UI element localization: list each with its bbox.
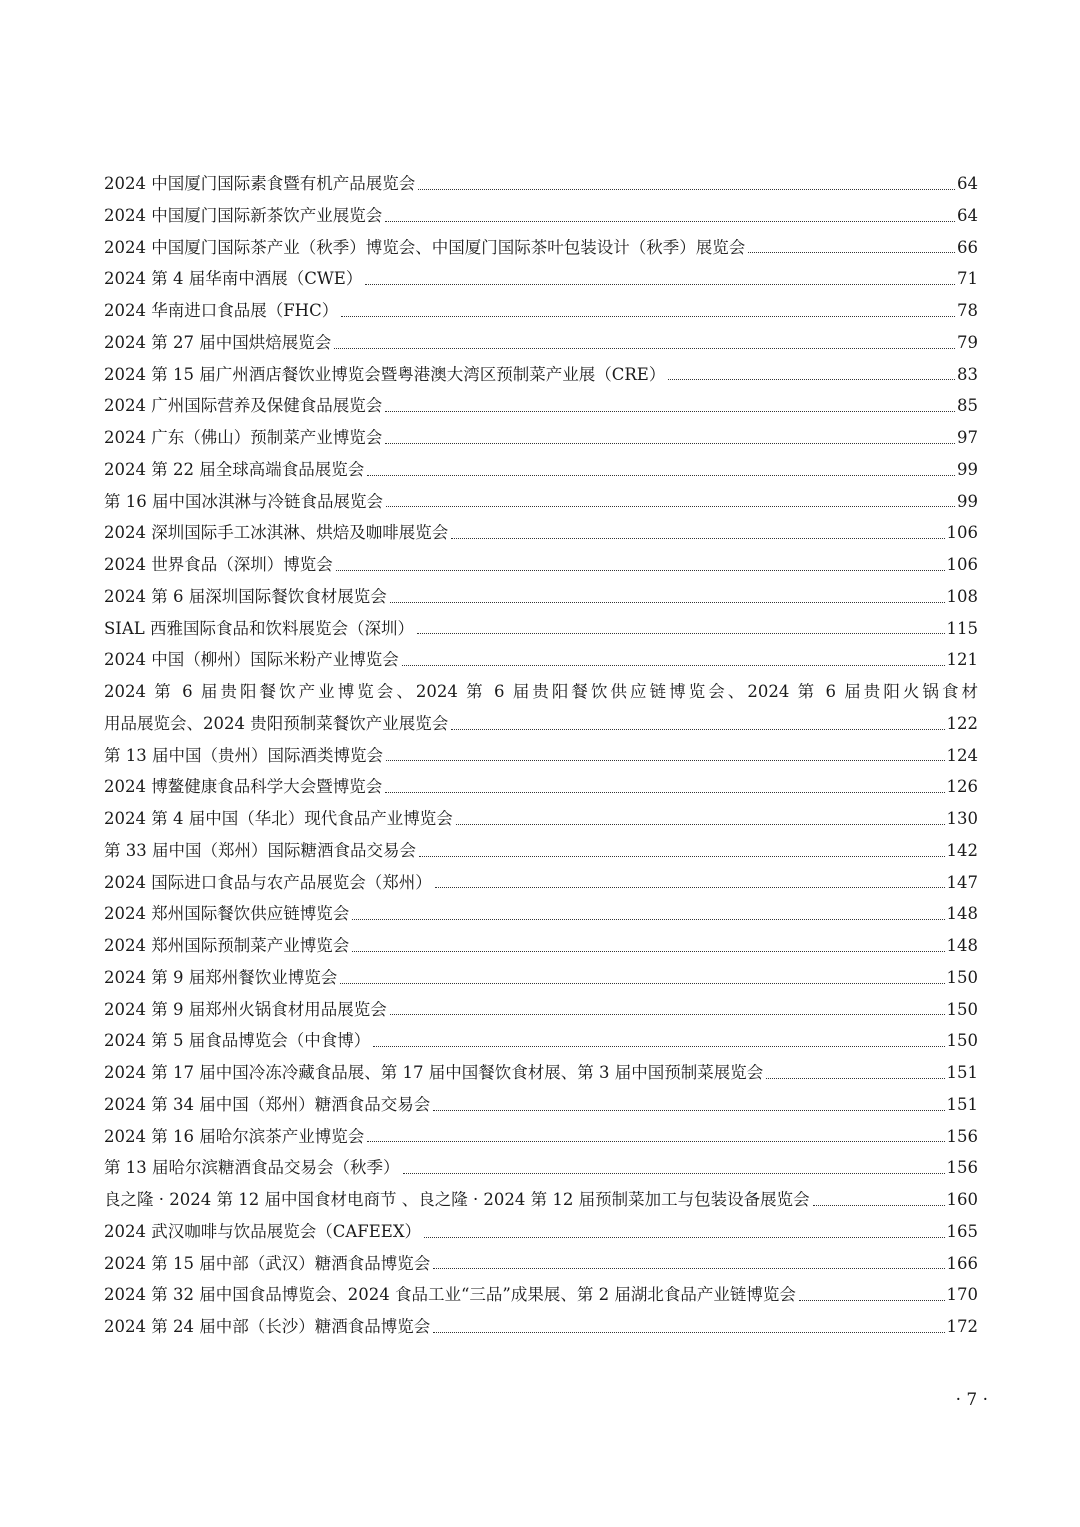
toc-entry[interactable] xyxy=(104,327,978,359)
toc-entry-title: 第 13 届中国（贵州）国际酒类博览会 xyxy=(104,745,383,765)
toc-entry[interactable] xyxy=(104,613,978,645)
dot-leader xyxy=(340,983,944,984)
toc-entry-title: 2024 第 9 届郑州餐饮业博览会 xyxy=(104,967,338,987)
toc-entry-page: 126 xyxy=(946,777,978,797)
dot-leader xyxy=(402,665,945,666)
dot-leader xyxy=(385,792,944,793)
toc-entry-title: 2024 国际进口食品与农产品展览会（郑州） xyxy=(104,872,432,892)
toc-entry-page: 170 xyxy=(946,1285,978,1305)
toc-entry[interactable] xyxy=(104,644,978,676)
toc-entry-page: 85 xyxy=(957,396,978,416)
toc-entry-title: 2024 中国厦门国际茶产业（秋季）博览会、中国厦门国际茶叶包装设计（秋季）展览会 xyxy=(104,237,746,257)
toc-entry-page: 151 xyxy=(946,1094,978,1114)
toc-entry-page: 99 xyxy=(957,491,978,511)
toc-entry-title: 2024 第 34 届中国（郑州）糖酒食品交易会 xyxy=(104,1094,431,1114)
toc-entry[interactable] xyxy=(104,835,978,867)
toc-entry-title: 2024 博鳌健康食品科学大会暨博览会 xyxy=(104,777,383,797)
toc-entry[interactable] xyxy=(104,200,978,232)
toc-entry-title: 2024 中国（柳州）国际米粉产业博览会 xyxy=(104,650,399,670)
toc-entry[interactable] xyxy=(104,1121,978,1153)
toc-entry-title: 2024 世界食品（深圳）博览会 xyxy=(104,555,333,574)
dot-leader xyxy=(418,189,955,190)
toc-entry-page: 99 xyxy=(957,459,978,479)
toc-entry-title: 2024 第 32 届中国食品博览会、2024 食品工业“三品”成果展、第 2 届湖北食品产业链博览会 xyxy=(104,1285,796,1305)
toc-entry-title: 第 16 届中国冰淇淋与冷链食品展览会 xyxy=(104,491,383,511)
toc-entry-title: 2024 第 27 届中国烘焙展览会 xyxy=(104,332,332,352)
toc-entry[interactable] xyxy=(104,1279,978,1311)
toc-entry-title: 2024 第 22 届全球高端食品展览会 xyxy=(104,459,365,479)
dot-leader xyxy=(419,856,945,857)
toc-entry[interactable] xyxy=(104,1216,978,1248)
toc-entry[interactable] xyxy=(104,962,978,994)
toc-entry-title: 2024 武汉咖啡与饮品展览会（CAFEEX） xyxy=(104,1221,422,1241)
toc-entry[interactable] xyxy=(104,1311,978,1343)
toc-entry-title: 2024 郑州国际预制菜产业博览会 xyxy=(104,936,350,955)
toc-entry-title: 2024 第 4 届华南中酒展（CWE） xyxy=(104,269,363,289)
toc-entry[interactable] xyxy=(104,771,978,803)
toc-entry-title: 2024 第 17 届中国冷冻冷藏食品展、第 17 届中国餐饮食材展、第 3 届中国预制菜展览会 xyxy=(104,1063,764,1082)
toc-entry-title: 第 13 届哈尔滨糖酒食品交易会（秋季） xyxy=(104,1158,400,1178)
toc-entry-page: 108 xyxy=(946,586,978,606)
toc-entry-title: 2024 郑州国际餐饮供应链博览会 xyxy=(104,904,350,924)
toc-entry-title: 良之隆 · 2024 第 12 届中国食材电商节 、良之隆 · 2024 第 12 届预制菜加工与包装设备展览会 xyxy=(104,1190,810,1209)
dot-leader xyxy=(424,1237,944,1238)
dot-leader xyxy=(352,951,944,952)
dot-leader xyxy=(373,1046,944,1047)
toc-entry-page: 121 xyxy=(946,650,978,670)
toc-entry-page: 78 xyxy=(957,301,978,320)
dot-leader xyxy=(456,824,945,825)
toc-entry-page: 64 xyxy=(957,174,978,193)
dot-leader xyxy=(385,443,955,444)
toc-entry[interactable] xyxy=(104,390,978,422)
toc-entry-page: 106 xyxy=(946,523,978,543)
toc-entry[interactable] xyxy=(104,1248,978,1280)
toc-entry-page: 151 xyxy=(946,1063,978,1082)
toc-entry[interactable] xyxy=(104,994,978,1026)
toc-entry[interactable] xyxy=(104,1152,978,1184)
toc-entry-title: 2024 广东（佛山）预制菜产业博览会 xyxy=(104,428,383,447)
toc-entry[interactable] xyxy=(104,867,978,899)
dot-leader xyxy=(386,760,945,761)
toc-entry[interactable] xyxy=(104,549,978,581)
dot-leader xyxy=(341,316,955,317)
toc-entry[interactable] xyxy=(104,359,978,391)
toc-entry[interactable] xyxy=(104,422,978,454)
dot-leader xyxy=(748,252,955,253)
toc-entry-page: 66 xyxy=(957,237,978,257)
toc-entry-page: 130 xyxy=(946,809,978,828)
toc-entry[interactable] xyxy=(104,1184,978,1216)
toc-entry-page: 166 xyxy=(946,1253,978,1273)
toc-entry-title: 2024 第 4 届中国（华北）现代食品产业博览会 xyxy=(104,809,453,828)
dot-leader xyxy=(799,1300,945,1301)
toc-entry-continuation xyxy=(104,708,978,740)
toc-entry-title: 2024 深圳国际手工冰淇淋、烘焙及咖啡展览会 xyxy=(104,523,449,543)
toc-entry-title: 2024 第 6 届深圳国际餐饮食材展览会 xyxy=(104,586,387,606)
toc-entry-page: 156 xyxy=(946,1126,978,1146)
toc-entry-title: 2024 第 15 届中部（武汉）糖酒食品博览会 xyxy=(104,1253,431,1273)
dot-leader xyxy=(385,411,955,412)
toc-entry[interactable] xyxy=(104,581,978,613)
dot-leader xyxy=(766,1078,944,1079)
toc-entry-title: 2024 中国厦门国际新茶饮产业展览会 xyxy=(104,205,383,225)
toc-entry-title: 第 33 届中国（郑州）国际糖酒食品交易会 xyxy=(104,840,416,860)
toc-entry[interactable] xyxy=(104,454,978,486)
toc-entry-page: 115 xyxy=(946,618,978,638)
toc-entry-page: 124 xyxy=(946,745,978,765)
dot-leader xyxy=(367,1141,944,1142)
toc-entry-page: 150 xyxy=(946,967,978,987)
dot-leader xyxy=(403,1173,945,1174)
toc-entry[interactable] xyxy=(104,168,978,200)
dot-leader xyxy=(433,1332,944,1333)
toc-entry[interactable] xyxy=(104,295,978,327)
toc-entry[interactable] xyxy=(104,1057,978,1089)
toc-entry-title: 2024 广州国际营养及保健食品展览会 xyxy=(104,396,383,416)
toc-entry-title: 2024 第 16 届哈尔滨茶产业博览会 xyxy=(104,1126,365,1146)
dot-leader xyxy=(451,538,944,539)
toc-entry-title: 2024 华南进口食品展（FHC） xyxy=(104,301,339,320)
toc-entry[interactable] xyxy=(104,517,978,549)
toc-entry-page: 83 xyxy=(957,364,978,384)
toc-entry-title: 2024 第 24 届中部（长沙）糖酒食品博览会 xyxy=(104,1317,431,1336)
toc-entry-page: 150 xyxy=(946,999,978,1019)
toc-entry-title: 2024 第 5 届食品博览会（中食博） xyxy=(104,1031,371,1051)
toc-entry-page: 165 xyxy=(946,1221,978,1241)
toc-entry-page: 172 xyxy=(946,1317,978,1336)
dot-leader xyxy=(336,570,945,571)
toc-entry-page: 147 xyxy=(946,872,978,892)
toc-entry-page: 71 xyxy=(957,269,978,289)
toc-entry-page: 156 xyxy=(946,1158,978,1178)
toc-entry-page: 106 xyxy=(946,555,978,574)
toc-entry[interactable] xyxy=(104,930,978,962)
table-of-contents xyxy=(104,168,978,1343)
dot-leader xyxy=(385,221,955,222)
toc-entry-title: 2024 中国厦门国际素食暨有机产品展览会 xyxy=(104,174,416,193)
toc-entry-page: 79 xyxy=(957,332,978,352)
toc-entry-page: 122 xyxy=(946,713,978,733)
toc-entry-title: 2024 第 9 届郑州火锅食材用品展览会 xyxy=(104,999,387,1019)
dot-leader xyxy=(352,919,944,920)
toc-entry-page: 142 xyxy=(946,840,978,860)
toc-entry[interactable] xyxy=(104,1025,978,1057)
toc-entry[interactable] xyxy=(104,486,978,518)
dot-leader xyxy=(334,348,955,349)
toc-entry-title: SIAL 西雅国际食品和饮料展览会（深圳） xyxy=(104,618,414,638)
dot-leader xyxy=(435,887,945,888)
toc-entry-page: 150 xyxy=(946,1031,978,1051)
toc-entry[interactable] xyxy=(104,232,978,264)
dot-leader xyxy=(668,379,955,380)
toc-entry-page: 148 xyxy=(946,904,978,924)
page-number: · 7 · xyxy=(955,1390,988,1410)
toc-entry[interactable] xyxy=(104,263,978,295)
toc-entry[interactable] xyxy=(104,803,978,835)
dot-leader xyxy=(386,506,955,507)
toc-entry[interactable] xyxy=(104,898,978,930)
toc-entry[interactable] xyxy=(104,740,978,772)
dot-leader xyxy=(433,1268,944,1269)
toc-entry-title: 2024 第 15 届广州酒店餐饮业博览会暨粤港澳大湾区预制菜产业展（CRE） xyxy=(104,364,666,384)
toc-entry-title: 用品展览会、2024 贵阳预制菜餐饮产业展览会 xyxy=(104,713,449,733)
dot-leader xyxy=(367,475,955,476)
dot-leader xyxy=(390,1014,945,1015)
dot-leader xyxy=(417,633,945,634)
toc-entry-title: 2024 第 6 届贵阳餐饮产业博览会、2024 第 6 届贵阳餐饮供应链博览会、2024 第 6 届贵阳火锅食材 xyxy=(104,682,978,701)
dot-leader xyxy=(365,284,955,285)
toc-entry-page: 148 xyxy=(946,936,978,955)
toc-entry-page: 64 xyxy=(957,205,978,225)
toc-entry[interactable] xyxy=(104,676,978,740)
toc-entry-page: 160 xyxy=(946,1190,978,1209)
dot-leader xyxy=(433,1110,944,1111)
toc-entry-page: 97 xyxy=(957,428,978,447)
dot-leader xyxy=(451,729,944,730)
dot-leader xyxy=(813,1205,945,1206)
dot-leader xyxy=(390,602,945,603)
toc-entry[interactable] xyxy=(104,1089,978,1121)
